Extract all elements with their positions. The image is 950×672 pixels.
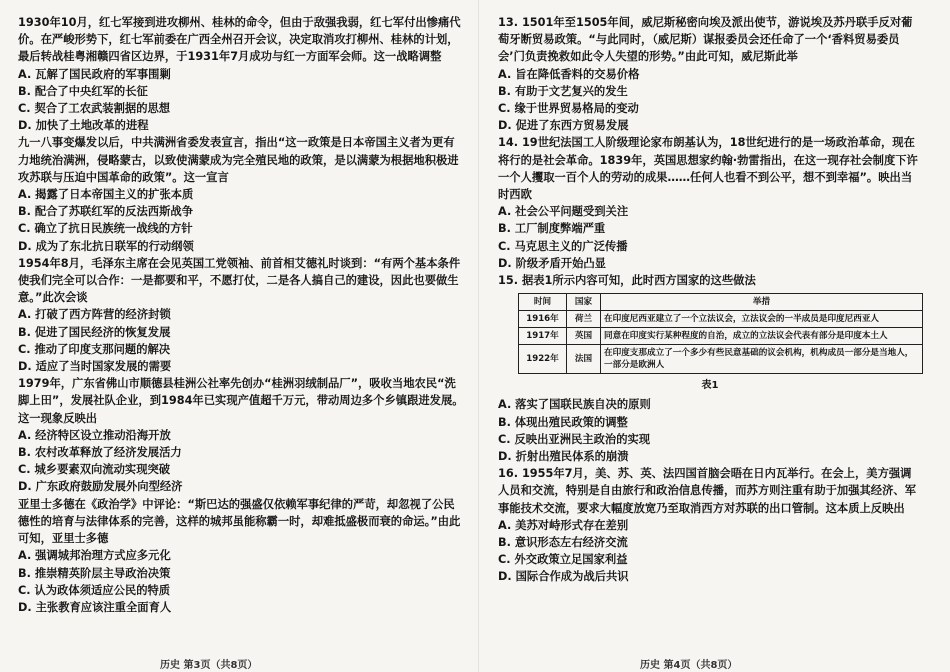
question-10-option-a: A. 打破了西方阵营的经济封锁 — [18, 308, 171, 322]
question-14-option-b: B. 工厂制度弊端严重 — [498, 222, 606, 236]
question-8-option-b: B. 配合了中央红军的长征 — [18, 84, 148, 98]
question-10-option-c: C. 推动了印度支那问题的解决 — [18, 342, 171, 356]
question-13-stem: 13. 1501年至1505年间，威尼斯秘密向埃及派出使节，游说埃及苏丹联手反对葡萄牙断贸易政策。“与此同时，（威尼斯）谋报委员会还任命了一个‘香料贸易委员会’门负责挽救如此令人失望的形势。”由此可知，威尼斯此举 — [498, 16, 913, 64]
question-16-option-b: B. 意识形态左右经济交流 — [498, 536, 628, 550]
question-13-option-a: A. 旨在降低香料的交易价格 — [498, 67, 640, 81]
question-10-option-b: B. 促进了国民经济的恢复发展 — [18, 325, 171, 339]
question-12 — [18, 496, 464, 616]
question-8-option-a: A. 瓦解了国民政府的军事围剿 — [18, 67, 171, 81]
question-9-option-b: B. 配合了苏联红军的反法西斯战争 — [18, 205, 193, 219]
table-cell-time: 1922年 — [519, 345, 567, 374]
left-page — [18, 14, 464, 616]
question-11-option-a: A. 经济特区设立推动沿海开放 — [18, 428, 171, 442]
question-16-option-c: C. 外交政策立足国家利益 — [498, 553, 628, 567]
question-10-stem: 1954年8月，毛泽东主席在会见英国工党领袖、前首相艾德礼时谈到：“有两个基本条件使我们完全可以合作：一是都要和平，不愿打仗，二是各人搞自己的建设，因此也要做生意。”此次会谈 — [18, 256, 461, 305]
question-8-option-d: D. 加快了土地改革的进程 — [18, 119, 149, 133]
question-9-option-d: D. 成为了东北抗日联军的行动纲领 — [18, 239, 194, 253]
question-11-option-c: C. 城乡要素双向流动实现突破 — [18, 463, 171, 477]
table-cell-measure: 在印度尼西亚建立了一个立法议会，立法议会的一半成员是印度尼西亚人 — [601, 311, 923, 328]
table-cell-country: 法国 — [567, 345, 601, 374]
table-cell-time: 1916年 — [519, 311, 567, 328]
question-8 — [18, 14, 464, 134]
question-9-option-a: A. 揭露了日本帝国主义的扩张本质 — [18, 188, 194, 202]
table-caption: 表1 — [701, 380, 719, 392]
page-footer-left: 历史 第3页（共8页） — [160, 660, 258, 671]
question-11-stem: 1979年，广东省佛山市顺德县桂洲公社率先创办“桂洲羽绒制品厂”，吸收当地农民“洗脚上田”，发展社队企业，到1984年已实现产值超千万元，带动周边多个乡镇跟进发展。这一现象反映出 — [18, 377, 464, 425]
question-15-option-b: B. 体现出殖民政策的调整 — [498, 415, 628, 429]
question-16 — [498, 465, 922, 585]
table-row — [519, 328, 923, 345]
question-11-option-d: D. 广东政府鼓励发展外向型经济 — [18, 480, 183, 494]
question-13-option-c: C. 缘于世界贸易格局的变动 — [498, 102, 639, 116]
question-14-option-c: C. 马克思主义的广泛传播 — [498, 239, 628, 253]
question-15-stem: 15. 据表1所示内容可知，此时西方国家的这些做法 — [498, 274, 756, 288]
question-13-option-d: D. 促进了东西方贸易发展 — [498, 119, 629, 133]
question-8-stem: 1930年10月，红七军接到进攻柳州、桂林的命令，但由于敌强我弱，红七军付出惨痛代价。在严峻形势下，红七军前委在广西全州召开会议，决定取消攻打柳州、桂林的计划，最后转战桂粤湘赣四省区边界，于1931年7月成功与红一方面军会师。这一战略调整 — [18, 16, 461, 64]
question-14-option-a: A. 社会公平问题受到关注 — [498, 205, 629, 219]
question-15-option-d: D. 折射出殖民体系的崩溃 — [498, 450, 629, 464]
question-12-option-c: C. 认为政体须适应公民的特质 — [18, 583, 171, 597]
question-12-stem: 亚里士多德在《政治学》中评论：“斯巴达的强盛仅依赖军事纪律的严苛，却忽视了公民德性的培育与法律体系的完善，这样的城邦虽能称霸一时，却难抵盛极而衰的命运。”由此可知，亚里士多德 — [18, 497, 461, 546]
question-16-option-d: D. 国际合作成为战后共识 — [498, 570, 629, 584]
question-15-option-a: A. 落实了国联民族自决的原则 — [498, 398, 651, 412]
question-11-option-b: B. 农村改革释放了经济发展活力 — [18, 446, 182, 460]
table-header-row — [519, 294, 923, 311]
table-cell-measure: 同意在印度实行某种程度的自治，成立的立法议会代表有部分是印度本土人 — [601, 328, 923, 345]
question-9 — [18, 134, 464, 254]
right-page — [498, 14, 922, 586]
table-row — [519, 345, 923, 374]
question-13-option-b: B. 有助于文艺复兴的发生 — [498, 84, 628, 98]
question-16-option-a: A. 美苏对峙形式存在差别 — [498, 518, 629, 532]
question-9-option-c: C. 确立了抗日民族统一战线的方针 — [18, 222, 193, 236]
question-15-option-c: C. 反映出亚洲民主政治的实现 — [498, 432, 651, 446]
table-header-measure: 举措 — [601, 294, 923, 311]
question-11 — [18, 375, 464, 495]
question-12-option-d: D. 主张教育应该注重全面育人 — [18, 600, 172, 614]
question-13 — [498, 14, 922, 134]
question-14-option-d: D. 阶级矛盾开始凸显 — [498, 256, 606, 270]
question-10-option-d: D. 适应了当时国家发展的需要 — [18, 360, 172, 374]
question-12-option-b: B. 推崇精英阶层主导政治决策 — [18, 566, 171, 580]
table-cell-measure: 在印度支那成立了一个多少有些民意基础的议会机构，机构成员一部分是当地人，一部分是欧洲人 — [601, 345, 923, 374]
question-8-option-c: C. 契合了工农武装割据的思想 — [18, 102, 171, 116]
question-10 — [18, 255, 464, 375]
page-footer-right: 历史 第4页（共8页） — [640, 660, 738, 671]
question-9-stem: 九一八事变爆发以后，中共满洲省委发表宣言，指出“这一政策是日本帝国主义者为更有力地统治满洲，侵略蒙古，以致使满蒙成为完全殖民地的政策，是以满蒙为根据地积极进攻苏联与压迫中国革命的政策”。这一宣言 — [18, 136, 459, 184]
question-16-stem: 16. 1955年7月，美、苏、英、法四国首脑会晤在日内瓦举行。在会上，美方强调人员和交流，特别是自由旅行和政治信息传播，而苏方则注重有助于加强其经济、军事能技术交流，要求大幅度放宽乃至取消西方对苏联的出口管制。这本质上反映出 — [498, 467, 916, 515]
table-1 — [518, 293, 923, 374]
table-header-country: 国家 — [567, 294, 601, 311]
question-14-stem: 14. 19世纪法国工人阶级理论家布朗基认为，18世纪进行的是一场政治革命，现在将行的是社会革命。1839年，英国思想家约翰·勃雷指出，在这一现存社会制度下许一个人攫取一百个人的劳动的成果……任何人也看不到公平，想不到幸福”。映出当时西欧 — [498, 136, 918, 202]
question-12-option-a: A. 强调城邦治理方式应多元化 — [18, 549, 171, 563]
table-header-time: 时间 — [519, 294, 567, 311]
table-cell-country: 英国 — [567, 328, 601, 345]
table-row — [519, 311, 923, 328]
question-15 — [498, 272, 922, 465]
table-cell-country: 荷兰 — [567, 311, 601, 328]
question-14 — [498, 134, 922, 272]
page-fold-divider — [478, 0, 479, 672]
table-cell-time: 1917年 — [519, 328, 567, 345]
